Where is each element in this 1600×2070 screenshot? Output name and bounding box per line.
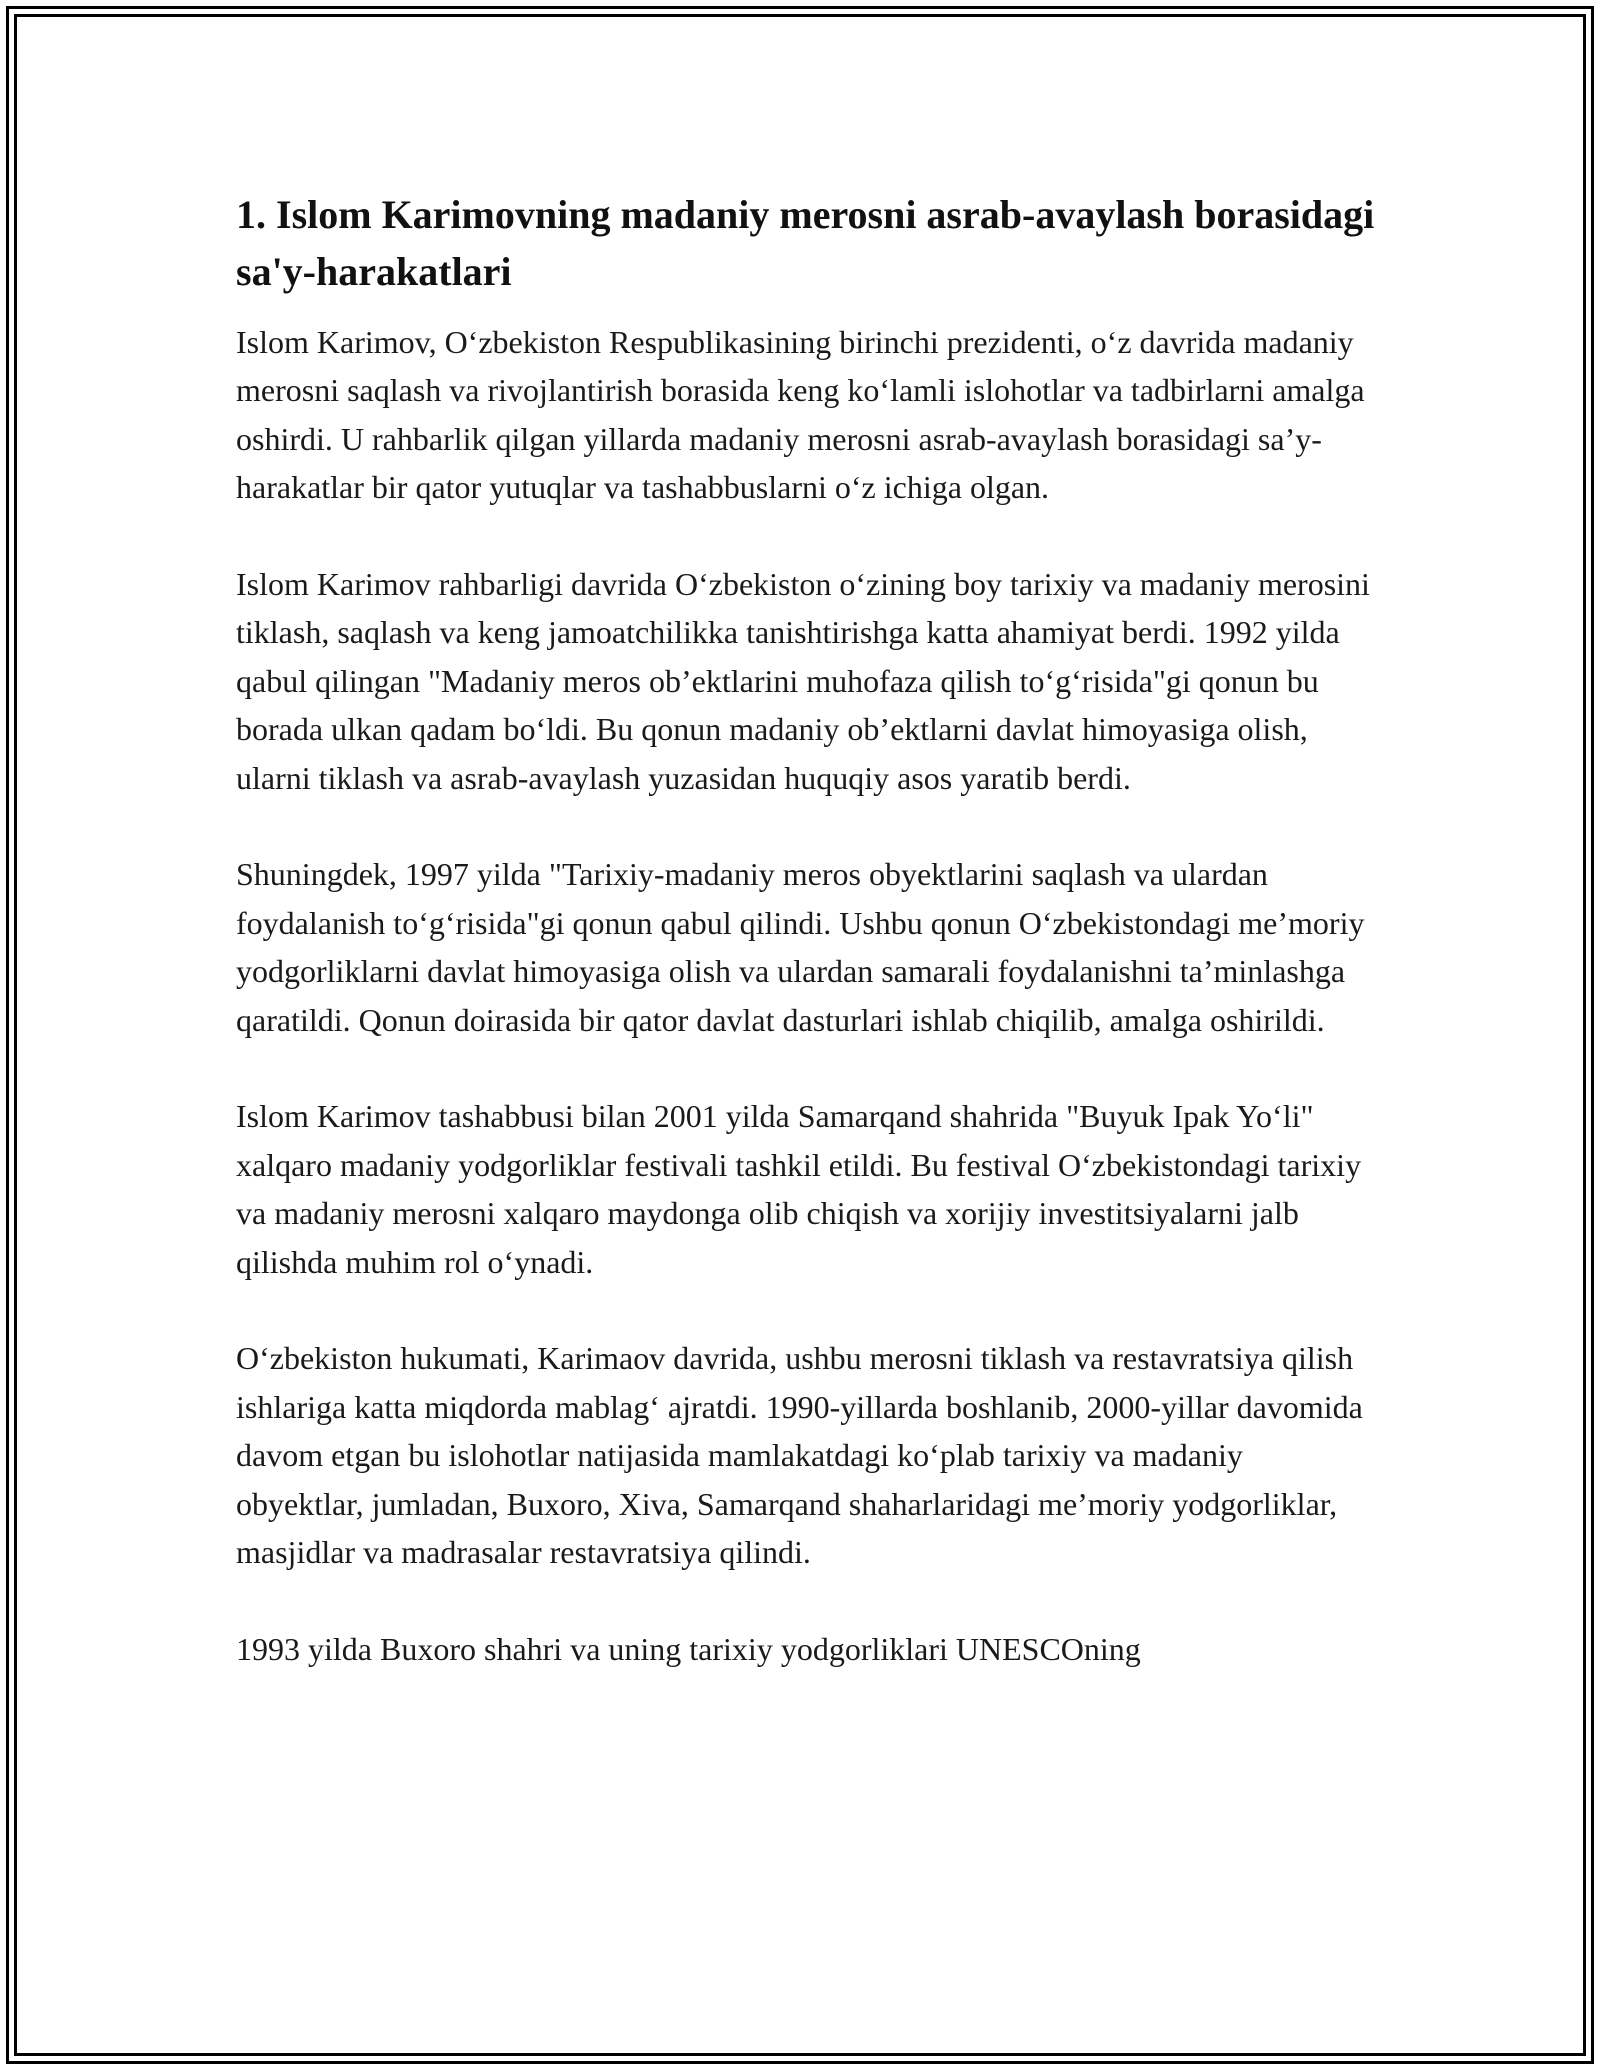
- paragraph-2: Islom Karimov rahbarligi davrida O‘zbekiston o‘zining boy tarixiy va madaniy merosini tiklash, saqlash va keng jamoatchilikka tanishtirishga katta ahamiyat berdi. 1992 yilda qabul qilingan "Madaniy meros ob’ektlarini muhofaza qilish to‘g‘risida"gi qonun bu borada ulkan qadam bo‘ldi. Bu qonun madaniy ob’ektlarni davlat himoyasiga olish, ularni tiklash va asrab-avaylash yuzasidan huquqiy asos yaratib berdi.: [236, 566, 1370, 796]
- document-body: [236, 186, 1376, 1722]
- paragraph-3: Shuningdek, 1997 yilda "Tarixiy-madaniy meros obyektlarini saqlash va ulardan foydalanish to‘g‘risida"gi qonun qabul qilindi. Ushbu qonun O‘zbekistondagi me’moriy yodgorliklarni davlat himoyasiga olish va ulardan samarali foydalanishni ta’minlashga qaratildi. Qonun doirasida bir qator davlat dasturlari ishlab chiqilib, amalga oshirildi.: [236, 856, 1365, 1038]
- paragraph-1: Islom Karimov, O‘zbekiston Respublikasining birinchi prezidenti, o‘z davrida madaniy merosni saqlash va rivojlantirish borasida keng ko‘lamli islohotlar va tadbirlarni amalga oshirdi. U rahbarlik qilgan yillarda madaniy merosni asrab-avaylash borasidagi sa’y-harakatlar bir qator yutuqlar va tashabbuslarni o‘z ichiga olgan.: [236, 324, 1365, 506]
- paragraph-6: 1993 yilda Buxoro shahri va uning tarixiy yodgorliklari UNESCOning: [236, 1630, 1141, 1667]
- paragraph-4: Islom Karimov tashabbusi bilan 2001 yilda Samarqand shahrida "Buyuk Ipak Yo‘li" xalqaro madaniy yodgorliklar festivali tashkil etildi. Bu festival O‘zbekistondagi tarixiy va madaniy merosni xalqaro maydonga olib chiqish va xorijiy investitsiyalarni jalb qilishda muhim rol o‘ynadi.: [236, 1098, 1362, 1280]
- paragraph-5: O‘zbekiston hukumati, Karimaov davrida, ushbu merosni tiklash va restavratsiya qilish ishlariga katta miqdorda mablag‘ ajratdi. 1990-yillarda boshlanib, 2000-yillar davomida davom etgan bu islohotlar natijasida mamlakatdagi ko‘plab tarixiy va madaniy obyektlar, jumladan, Buxoro, Xiva, Samarqand shaharlaridagi me’moriy yodgorliklar, masjidlar va madrasalar restavratsiya qilindi.: [236, 1340, 1363, 1571]
- section-heading: 1. Islom Karimovning madaniy merosni asrab-avaylash borasidagi sa'y-harakatlari: [236, 192, 1375, 294]
